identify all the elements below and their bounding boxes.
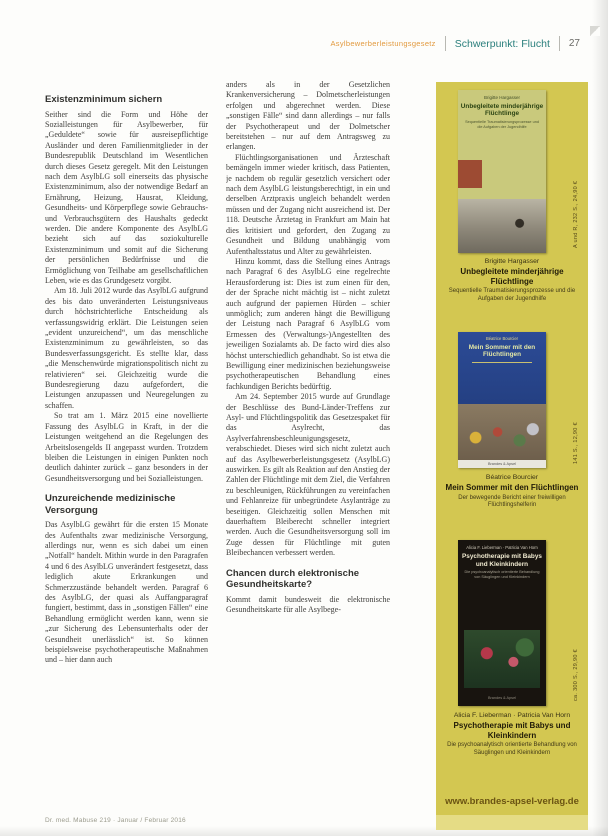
header-divider [559,36,560,51]
paragraph: Hinzu kommt, dass die Stellung eines Antrags nach Paragraf 6 des AsylbLG eine regelrechte Herausforderung ist: Dies ist zum einen für den, der der Sprache nicht mächtig ist – nicht zuletzt auch aufgrund der papiernen Hürden – schier unmöglich; zum anderen hängt die Bewilligung der Leistung nach Paragraf 6 AsylbLG vom Ermessen des (Verwaltungs-)Angestellten des jeweiligen Sozialamts ab. De facto wird dies also höchst unterschiedlich gehandhabt. So ist etwa die Bewilligung einer medizinischen beziehungsweise psychotherapeutischen Behandlung eines fachkundigen Berichts bedürftig. [226,256,390,391]
book-author: Alicia F. Lieberman · Patricia Van Horn [453,712,571,719]
page-corner-fold [590,26,600,36]
book-author: Brigitte Hargasser [484,258,540,265]
paragraph: Flüchtlingsorganisationen und Ärzteschaft bemängeln immer wieder kritisch, dass Patienten, je nachdem ob regulär gesetzlich versichert oder nach dem AsylbLG leistungsberechtigt, in ein und derselben Arztpraxis ungleich behandelt werden müssen und der Zugang nicht ausreichend ist. Der 118. Deutsche Ärztetag in Frankfurt am Main hat dies kritisiert und gefordert, den Zugang zu Gesundheit und Bildung unabhängig vom Aufenthaltsstatus und Alter zu gewährleisten. [226,152,390,256]
cover-title: Psychotherapie mit Babys und Kleinkindern [462,553,542,568]
section-heading-medizinische-versorgung: Unzureichende medizinische Versorgung [45,493,176,516]
paragraph: So trat am 1. März 2015 eine novellierte Fassung des AsylbLG in Kraft, in der die Leistungen weitgehend an die Regelungen des Arbeitslosengelds II angepasst wurden. Trotzdem bleiben die Leistungen in einigen Punkten noch deutlich dahinter zurück – ganz besonders in der Gesundheitsversorgung und bei Sozialleistungen. [45,411,208,483]
cover-title: Mein Sommer mit den Flüchtlingen [468,344,536,359]
cover-photo [458,404,546,460]
book-title: Mein Sommer mit den Flüchtlingen [445,483,579,492]
paragraph: Das AsylbLG gewährt für die ersten 15 Monate des Aufenthalts zwar medizinische Versorgung, allerdings nur, wenn es sich dabei um einen „Notfall“ handelt. Mithin wurde in den Paragrafen 4 und 6 des AsylbLG unverändert festgesetzt, dass lediglich akute Erkrankungen und Schmerzzustände behandelt werden. Paragraf 6 des AsylbLG, der quasi als Auffangparagraf fungiert, bestimmt, dass in „sonstigen Fällen“ eine Behandlung ermöglicht werden kann, wenn sie „zur Sicherung des Lebensunterhalts oder der Gesundheit unerlässlich“ ist. So können beispielsweise psychotherapeutische Maßnahmen und – hier dann auch [45,520,208,665]
paragraph: Am 24. September 2015 wurde auf Grundlage der Beschlüsse des Bund-Länder-Treffens zur Asyl- und Flüchtlingspolitik das Gesetzespaket für das Asylrecht, das Asylverfahrensbeschleunigungsgesetz, verabschiedet. Dieses wird sich nicht zuletzt auch auf das Asylbewerberleistungsgesetz (AsylbLG) auswirken. Es gilt als Reaktion auf den Anstieg der Zahlen der Flüchtlinge mit dem Ziel, die Verfahren zu beschleunigen, Rückführungen zu vereinfachen und Fehlanreize für unbegründete Asylanträge zu beseitigen. Gleichzeitig sollen Menschen mit dauerhaftem Bleiberecht schneller integriert werden. Auch die Gesundheitsversorgung soll im Zuge dessen für Flüchtlinge mit guten Bleibechancen verbessert werden. [226,392,390,558]
page-number: 27 [568,38,580,49]
section-title: Schwerpunkt: Flucht [454,37,550,50]
article-tag: Asylbewerberleistungsgesetz [330,39,436,48]
book-subtitle: Der bewegende Bericht einer freiwilligen Flüchtlingshelferin [458,494,566,508]
book-title: Psychotherapie mit Babys und Kleinkindern [453,721,571,740]
book-author: Béatrice Bourcier [485,474,539,481]
text-column-left [45,94,208,810]
book-cover-mein-sommer [458,332,546,468]
cover-author: Alicia F. Lieberman · Patricia Van Horn [466,545,538,550]
header-divider [445,36,446,51]
publisher-website: www.brandes-apsel-verlag.de [445,796,579,807]
cover-footer: Brandes & Apsel [487,696,517,700]
text-column-right [226,80,390,814]
book-cover-psychotherapie-babys [458,540,546,706]
book-caption [440,712,584,757]
cover-photo [458,199,546,253]
book-subtitle: Die psychoanalytisch orientierte Behandlung von Säuglingen und Kleinkindern [447,742,577,756]
cover-publisher-strip: Brandes & Apsel [458,460,546,468]
cover-author: Brigitte Hargasser [483,95,520,100]
cover-title: Unbegleitete minderjährige Flüchtlinge [460,103,544,118]
paragraph: Kommt damit bundesweit die elektronische Gesundheitskarte für alle Asylbege- [226,594,390,615]
book-side-note: A und R, 232 S., 24,90 € [573,180,579,248]
publisher-ad-sidebar [436,82,588,830]
cover-subtitle: Sequentielle Traumatisierungsprozesse und die Aufgaben der Jugendhilfe [465,120,539,129]
paragraph: Seither sind die Form und Höhe der Sozialleistungen für Asylbewerber, für „Geduldete“ sowie für ausreisepflichtige Ausländer und deren Familienmitglieder in der Bundesrepublik Deutschland im Wesentlichen durch dieses Gesetz geregelt. Mit den Leistungen nach dem AsylbLG soll einerseits das physische Existenzminimum, also der notwendige Bedarf an Ernährung, Heizung, Hausrat, Kleidung, Gesundheits- und Körperpflege sowie Gebrauchs- und Verbrauchsgütern des Haushalts gedeckt werden. Die andere Komponente des AsylbLG bezieht sich auf das soziokulturelle Existenzminimum und somit auf die Sicherung der persönlichen Bedürfnisse und die Ermöglichung von Teilhabe am gesellschaftlichen Leben, wie es das Grundgesetz vorgibt. [45,109,208,285]
section-heading-existenzminimum: Existenzminimum sichern [45,94,163,105]
book-side-note: 141 S., 12,90 € [573,422,579,464]
book-caption [440,258,584,303]
cover-subtitle: Die psychoanalytisch orientierte Behandlung von Säuglingen und Kleinkindern [464,570,540,579]
footer-citation: Dr. med. Mabuse 219 · Januar / Februar 2016 [45,817,186,824]
cover-photo [464,630,540,688]
paragraph: anders als in der Gesetzlichen Krankenversicherung – Dolmetscherleistungen erfolgen und abgerechnet werden. Diese „sonstigen Fälle“ sind dann allerdings – nur falls der Psychotherapeut und der Dolmetscher bereitstehen – nur auf dem Antragsweg zu erlangen. [226,80,390,152]
book-caption [440,474,584,510]
running-header [331,36,581,51]
book-side-note: ca. 300 S., 29,90 € [573,649,579,701]
paragraph: Am 18. Juli 2012 wurde das AsylbLG aufgrund des bis dato unveränderten Leistungsniveaus durch höchstrichterliche Entscheidung als verfassungswidrig erklärt. Die Leistungen seien „evident unzureichend“, um das menschliche Existenzminimum zu gewährleisten, so das Bundesverfassungsgericht. Es stellte klar, dass „die Menschenwürde migrationspolitisch nicht zu relativieren“ sei. Gleichzeitig wurde die Bundesregierung dazu aufgefordert, die Leistungen anzupassen und Neuregelungen zu schaffen. [45,286,208,410]
cover-rule [472,362,532,363]
book-cover-unbegleitete-fluechtlinge [458,90,546,253]
scan-edge-right [592,0,608,836]
book-title: Unbegleitete minderjährige Flüchtlinge [460,267,564,286]
sidebar-bottom-strip [436,815,588,830]
section-heading-gesundheitskarte: Chancen durch elektronische Gesundheitskarte? [226,567,360,591]
cover-decor-block [458,160,482,188]
book-subtitle: Sequentielle Traumatisierungsprozesse und die Aufgaben der Jugendhilfe [448,288,576,302]
cover-author: Béatrice Bourcier [485,336,519,341]
